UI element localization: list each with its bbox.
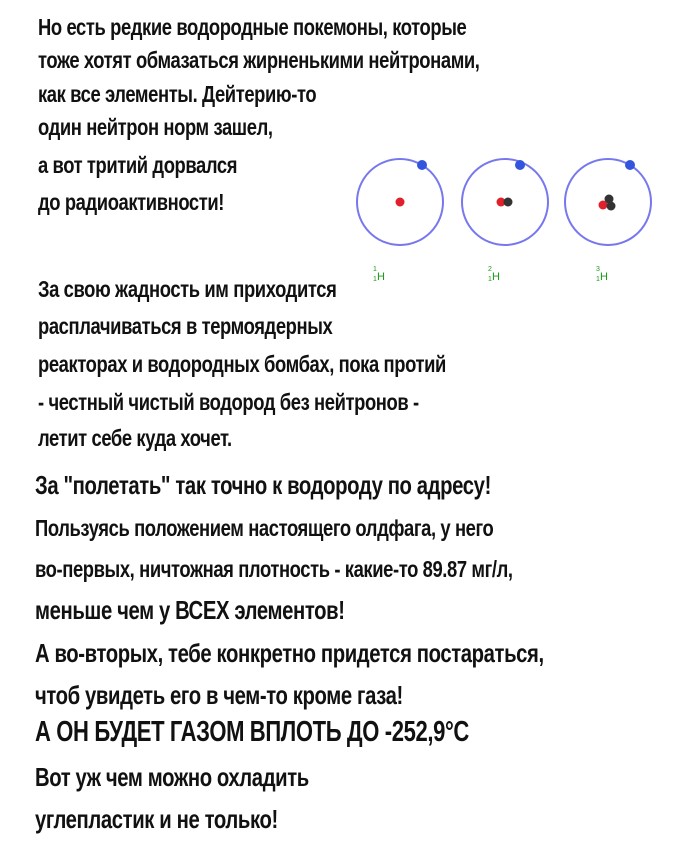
text-line-2: тоже хотят обмазаться жирненькими нейтронами, bbox=[38, 47, 480, 73]
hydrogen-isotopes-diagram bbox=[330, 150, 670, 300]
text-line-9: реакторах и водородных бомбах, пока протий bbox=[38, 351, 446, 377]
text-line-3: как все элементы. Дейтерию-то bbox=[38, 81, 317, 107]
deuterium-atomic-number: 1 bbox=[488, 276, 492, 283]
deuterium-symbol: H bbox=[492, 271, 500, 283]
text-line-11: летит себе куда хочет. bbox=[38, 425, 232, 451]
text-line-16: А во-вторых, тебе конкретно придется постараться, bbox=[35, 638, 544, 668]
protium-symbol: H bbox=[377, 271, 385, 283]
text-line-4: один нейтрон норм зашел, bbox=[38, 114, 273, 140]
protium-atomic-number: 1 bbox=[373, 276, 377, 283]
text-line-15: меньше чем у ВСЕХ элементов! bbox=[35, 595, 345, 625]
tritium-electron bbox=[625, 160, 635, 170]
deuterium-label bbox=[488, 266, 500, 283]
text-line-19: Вот уж чем можно охладить bbox=[35, 762, 309, 792]
text-line-18: А ОН БУДЕТ ГАЗОМ ВПЛОТЬ ДО -252,9°С bbox=[35, 716, 469, 748]
text-line-12: За "полетать" так точно к водороду по адресу! bbox=[35, 470, 491, 500]
tritium-atom bbox=[565, 159, 651, 245]
protium-label bbox=[373, 266, 385, 283]
deuterium-atom bbox=[462, 159, 548, 245]
text-line-13: Пользуясь положением настоящего олдфага, у него bbox=[35, 515, 494, 541]
deuterium-neutron bbox=[504, 198, 513, 207]
protium-proton bbox=[396, 198, 405, 207]
text-line-7: За свою жадность им приходится bbox=[38, 276, 337, 302]
text-line-14: во-первых, ничтожная плотность - какие-то 89.87 мг/л, bbox=[35, 556, 513, 582]
protium-mass-number: 1 bbox=[373, 266, 377, 273]
text-line-10: - честный чистый водород без нейтронов - bbox=[38, 389, 419, 415]
text-line-5: а вот тритий дорвался bbox=[38, 152, 238, 178]
tritium-neutron-2 bbox=[607, 202, 616, 211]
text-line-20: углепластик и не только! bbox=[35, 804, 278, 834]
text-line-17: чтоб увидеть его в чем-то кроме газа! bbox=[35, 680, 403, 710]
tritium-label bbox=[596, 266, 608, 283]
tritium-symbol: H bbox=[600, 271, 608, 283]
text-line-6: до радиоактивности! bbox=[38, 189, 225, 215]
deuterium-mass-number: 2 bbox=[488, 266, 492, 273]
tritium-mass-number: 3 bbox=[596, 266, 600, 273]
protium-electron bbox=[417, 160, 427, 170]
deuterium-electron bbox=[515, 160, 525, 170]
protium-atom bbox=[357, 159, 443, 245]
tritium-atomic-number: 1 bbox=[596, 276, 600, 283]
text-line-1: Но есть редкие водородные покемоны, которые bbox=[38, 14, 467, 40]
text-line-8: расплачиваться в термоядерных bbox=[38, 313, 333, 339]
